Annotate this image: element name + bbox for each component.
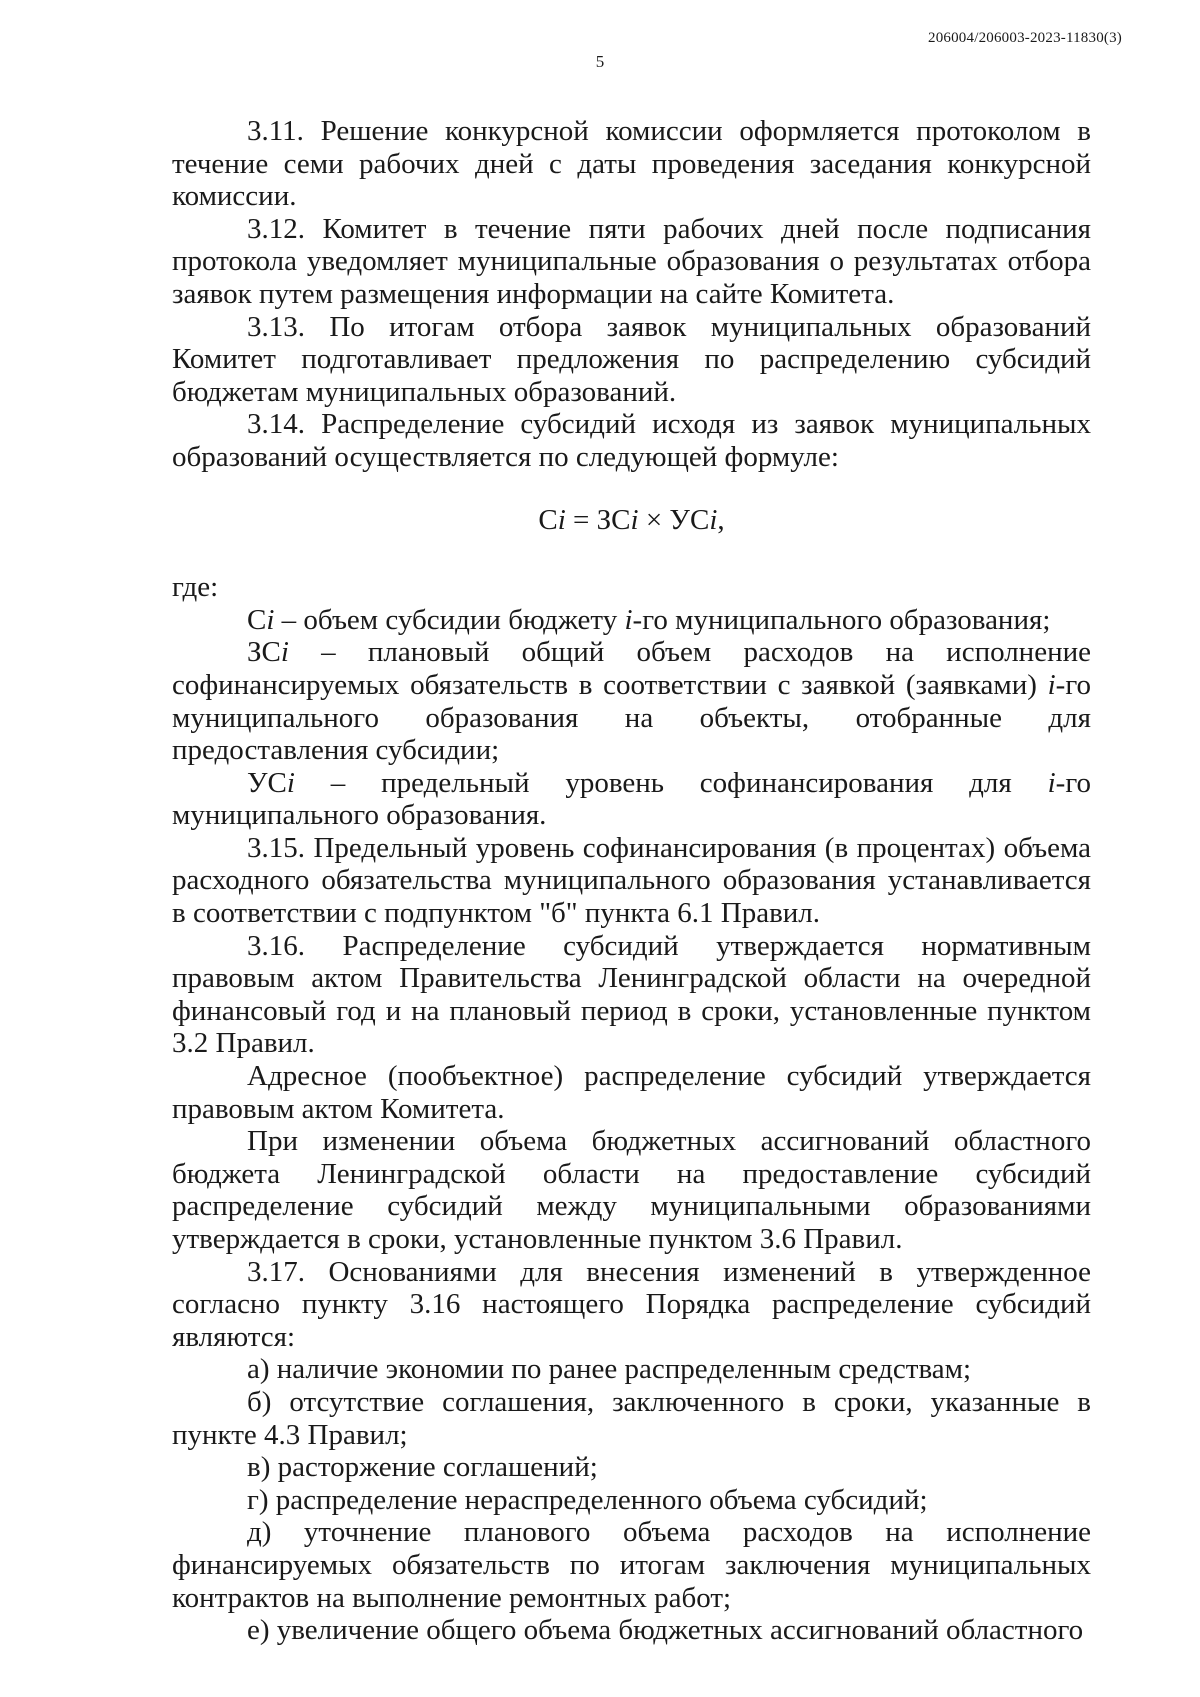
formula (172, 504, 1091, 537)
paragraph-3-13: 3.13. По итогам отбора заявок муниципальных образований Комитет подготавливает предложения по распределению субсидий бюджетам муниципальных образований. (172, 310, 1091, 408)
symbol-index: i (1047, 668, 1056, 701)
symbol-index: i (266, 603, 275, 636)
list-item-b: б) отсутствие соглашения, заключенного в сроки, указанные в пункте 4.3 Правил; (172, 1385, 1091, 1451)
paragraph-3-17: 3.17. Основаниями для внесения изменений в утвержденное согласно пункту 3.16 настоящего Порядка распределение субсидий являются: (172, 1255, 1091, 1353)
paragraph-3-16: 3.16. Распределение субсидий утверждается нормативным правовым актом Правительства Ленинградской области на очередной финансовый год и на плановый период в сроки, установленные пунктом 3.2 Правил. (172, 929, 1091, 1060)
paragraph-allocation-change: При изменении объема бюджетных ассигнований областного бюджета Ленинградской области на предоставление субсидий распределение субсидий между муниципальными образованиями утверждается в сроки, установленные пунктом 3.6 Правил. (172, 1125, 1091, 1255)
paragraph-3-14: 3.14. Распределение субсидий исходя из заявок муниципальных образований осуществляется по следующей формуле: (172, 408, 1091, 473)
definition-c (172, 604, 1091, 637)
formula-end: , (717, 503, 725, 536)
definition-text: -го муниципального образования; (632, 603, 1051, 636)
where-label: где: (172, 571, 219, 604)
definition-text: -го муниципального образования на объекты, отобранные для предоставления субсидии; (172, 668, 1091, 767)
definition-text: – предельный уровень софинансирования для (294, 766, 1048, 799)
definition-text: – объем субсидии бюджету (274, 603, 625, 636)
list-item-g: г) распределение нераспределенного объема субсидий; (247, 1483, 928, 1516)
document-body (172, 115, 1091, 1647)
symbol-index: i (280, 636, 289, 669)
paragraph-3-15: 3.15. Предельный уровень софинансирования (в процентах) объема расходного обязательства муниципального образования устанавливается в соответствии с подпунктом "б" пункта 6.1 Правил. (172, 831, 1091, 930)
symbol: ЗС (247, 636, 281, 669)
list-item-e: е) увеличение общего объема бюджетных ассигнований областного (247, 1614, 1084, 1647)
definition-zc (172, 636, 1091, 766)
paragraph-3-11: 3.11. Решение конкурсной комиссии оформляется протоколом в течение семи рабочих дней с даты проведения заседания конкурсной комиссии. (172, 115, 1091, 213)
symbol-index: i (624, 603, 633, 636)
formula-times: × УС (638, 503, 710, 536)
definition-text: – плановый общий объем расходов на исполнение софинансируемых обязательств в соответствии с заявкой (заявками) (172, 636, 1091, 701)
formula-eq: = ЗС (565, 503, 631, 536)
formula-i: i (557, 503, 566, 536)
formula-i: i (630, 503, 639, 536)
definition-uc (172, 767, 1091, 832)
list-item-v: в) расторжение соглашений; (247, 1451, 598, 1484)
list-item-a: а) наличие экономии по ранее распределенным средствам; (247, 1353, 972, 1386)
paragraph-address-distribution: Адресное (пообъектное) распределение субсидий утверждается правовым актом Комитета. (172, 1060, 1091, 1125)
symbol-index: i (1047, 766, 1056, 799)
document-number: 206004/206003-2023-11830(3) (928, 30, 1122, 46)
symbol: С (247, 603, 267, 636)
formula-c: С (538, 503, 558, 536)
list-item-d: д) уточнение планового объема расходов на исполнение финансируемых обязательств по итогам заключения муниципальных контрактов на выполнение ремонтных работ; (172, 1516, 1091, 1614)
page-number: 5 (595, 52, 605, 71)
formula-i: i (709, 503, 718, 536)
definition-text: -го муниципального образования. (172, 766, 1091, 832)
symbol: УС (247, 766, 287, 799)
symbol-index: i (286, 766, 295, 799)
paragraph-3-12: 3.12. Комитет в течение пяти рабочих дней после подписания протокола уведомляет муниципальные образования о результатах отбора заявок путем размещения информации на сайте Комитета. (172, 212, 1091, 310)
